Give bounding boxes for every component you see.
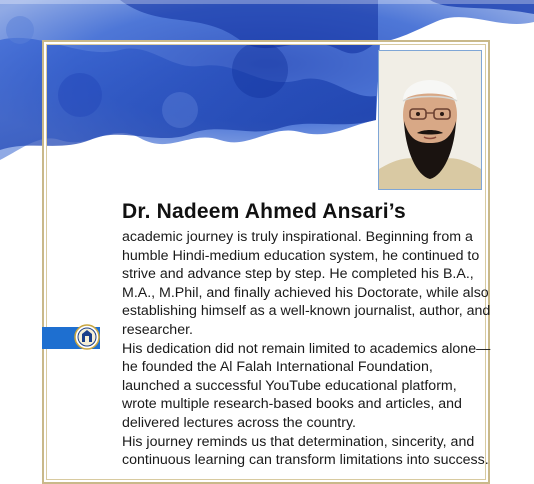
bio-paragraph: His dedication did not remain limited to academics alone—he founded the Al Falah International Foundation, launched a successful YouTube educational platform, wrote multiple research-based books and articles, and delivered lectures across the country.	[122, 340, 491, 431]
bio-paragraph: His journey reminds us that determination, sincerity, and continuous learning can transform limitations into success.	[122, 433, 489, 469]
foundation-emblem-icon	[74, 324, 100, 350]
bio-paragraph: academic journey is truly inspirational. Beginning from a humble Hindi-medium education system, he continued to strive and advance step by step. He completed his B.A., M.A., M.Phil, and finally achieved his Doctorate, while also establishing himself as a well-known journalist, author, and researcher.	[122, 229, 491, 338]
portrait-photo	[378, 50, 482, 190]
biography-text	[122, 228, 494, 470]
profile-name-heading: Dr. Nadeem Ahmed Ansari’s	[122, 200, 406, 223]
